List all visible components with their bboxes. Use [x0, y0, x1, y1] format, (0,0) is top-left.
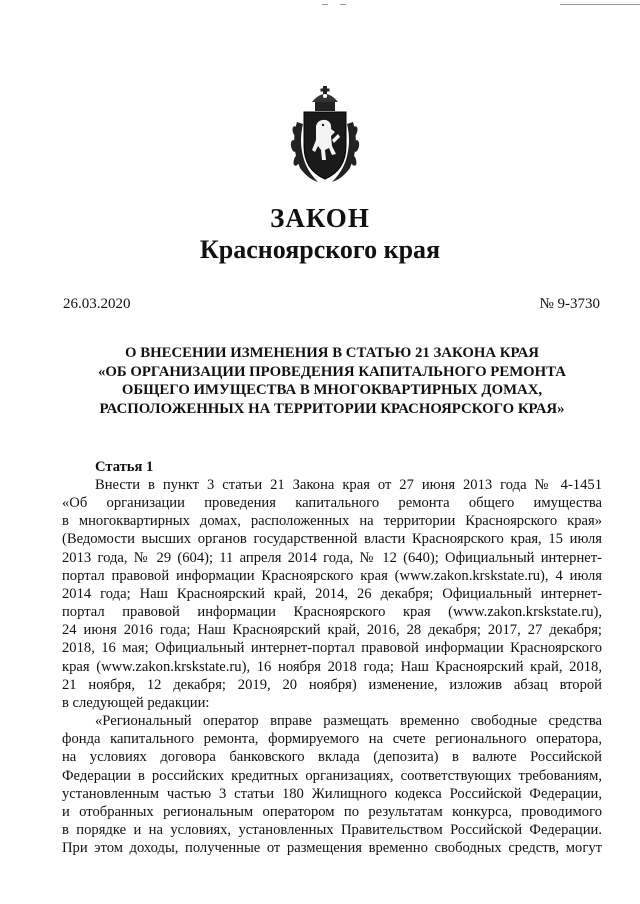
paragraph-line: и отобранных региональным оператором по результатам конкурса, проводимого	[62, 803, 602, 820]
paragraph-line: Внести в пункт 3 статьи 21 Закона края от 27 июня 2013 года № 4-1451	[95, 477, 602, 493]
document-type-heading: ЗАКОН	[270, 203, 370, 233]
paragraph-line: 2013 года, № 29 (604); 11 апреля 2014 года, № 12 (640); Официальный интернет-	[62, 549, 602, 566]
law-title	[62, 344, 602, 418]
crown-icon	[312, 86, 338, 111]
paragraph-line: «Об организации проведения капитального ремонта общего имущества	[62, 495, 602, 512]
law-title-line: «ОБ ОРГАНИЗАЦИИ ПРОВЕДЕНИЯ КАПИТАЛЬНОГО РЕМОНТА	[97, 363, 566, 380]
paragraph-line: фонда капитального ремонта, формируемого на счете регионального оператора,	[62, 731, 602, 748]
coat-of-arms-emblem	[288, 84, 362, 186]
paragraph-line: установленным частью 3 статьи 180 Жилищного кодекса Российской Федерации,	[62, 785, 602, 802]
paragraph-line: в многоквартирных домах, расположенных на территории Красноярского края»	[62, 513, 602, 530]
paragraph-line: края (www.zakon.krskstate.ru), 16 ноября 2018 года; Наш Красноярский край, 2018,	[62, 658, 602, 675]
article-paragraph-2	[62, 712, 602, 857]
paragraph-line: Федерации в российских кредитных организациях, соответствующих требованиям,	[62, 767, 602, 784]
paragraph-line: 2014 года; Наш Красноярский край, 2014, 26 декабря; Официальный интернет-	[62, 585, 602, 602]
paragraph-line: При этом доходы, полученные от размещения временно свободных средств, могут	[62, 840, 602, 857]
law-body	[62, 458, 602, 857]
paragraph-line: в следующей редакции:	[62, 694, 210, 711]
law-title-line: О ВНЕСЕНИИ ИЗМЕНЕНИЯ В СТАТЬЮ 21 ЗАКОНА КРАЯ	[125, 345, 539, 361]
document-number: № 9-3730	[539, 296, 600, 312]
scan-mark	[340, 4, 346, 5]
paragraph-line: 2018, 16 мая; Официальный интернет-портал правовой информации Красноярского	[62, 640, 602, 657]
document-date: 26.03.2020	[63, 296, 131, 312]
paragraph-line: «Региональный оператор вправе размещать временно свободные средства	[95, 713, 602, 730]
paragraph-line: 24 июня 2016 года; Наш Красноярский край, 2016, 28 декабря; 2017, 27 декабря;	[62, 622, 602, 639]
article-heading: Статья 1	[95, 459, 154, 475]
law-title-line: РАСПОЛОЖЕННЫХ НА ТЕРРИТОРИИ КРАСНОЯРСКОГО КРАЯ»	[99, 400, 565, 417]
scan-mark	[560, 4, 640, 5]
paragraph-line: портал правовой информации Красноярского края (www.zakon.krskstate.ru),	[62, 604, 602, 621]
paragraph-line: в порядке и на условиях, установленных Правительством Российской Федерации.	[62, 821, 602, 838]
scan-mark	[322, 4, 328, 5]
law-title-line: ОБЩЕГО ИМУЩЕСТВА В МНОГОКВАРТИРНЫХ ДОМАХ,	[121, 382, 543, 398]
paragraph-line: 21 ноября, 12 декабря; 2019, 20 ноября) изменение, изложив абзац второй	[62, 676, 602, 693]
article-paragraph-1	[62, 476, 602, 712]
paragraph-line: на условиях договора банковского вклада (депозита) в валюте Российской	[62, 749, 602, 766]
paragraph-line: портал правовой информации Красноярского края (www.zakon.krskstate.ru), 4 июля	[62, 567, 602, 584]
paragraph-line: (Ведомости высших органов государственной власти Красноярского края, 15 июля	[62, 531, 602, 548]
region-heading: Красноярского края	[199, 235, 441, 264]
